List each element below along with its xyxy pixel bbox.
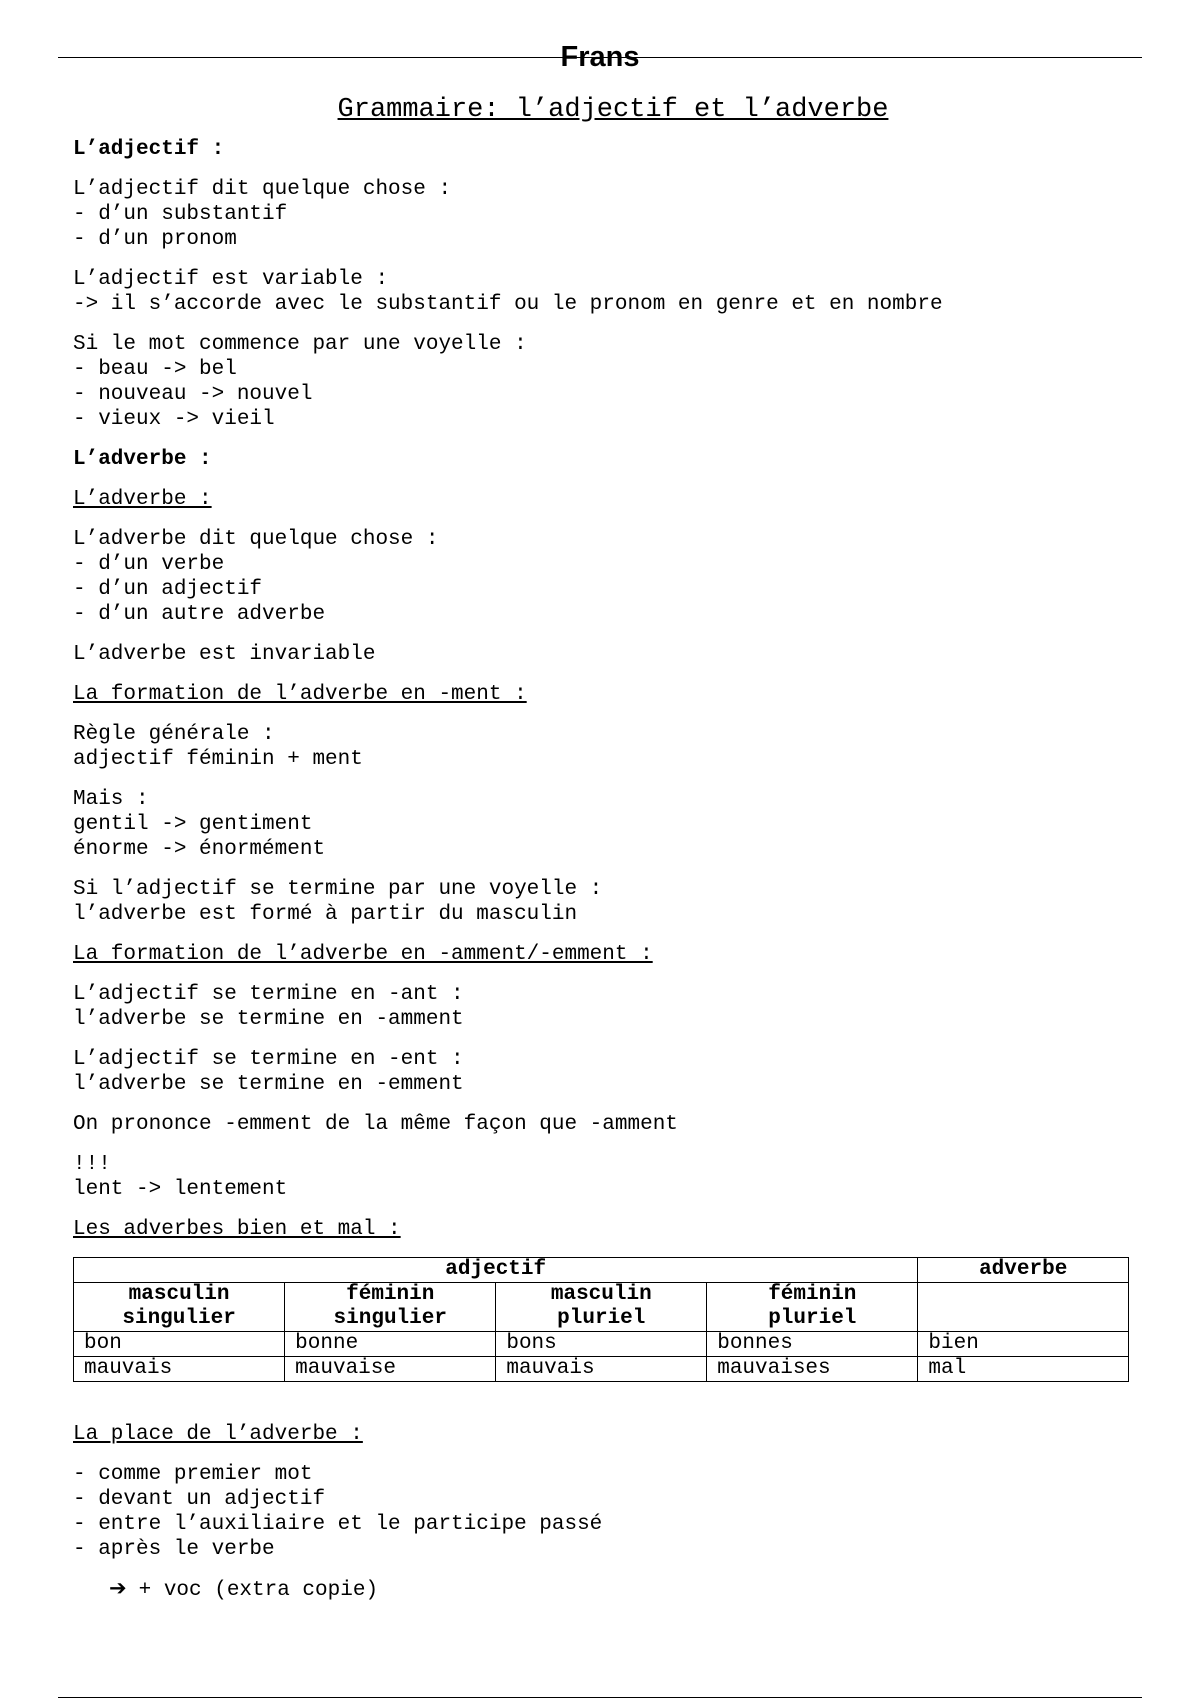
place-list xyxy=(73,1462,1133,1562)
text-line: l’adverbe est formé à partir du masculin xyxy=(73,903,578,926)
adverbe-invariable: L’adverbe est invariable xyxy=(73,643,376,666)
text-line: L’adverbe dit quelque chose : xyxy=(73,528,439,551)
list-item: - vieux -> vieil xyxy=(73,408,275,431)
list-item: - d’un substantif xyxy=(73,203,288,226)
footer-rule xyxy=(58,1697,1142,1698)
text-line: l’adverbe se termine en -amment xyxy=(73,1008,464,1031)
list-item: - après le verbe xyxy=(73,1538,275,1561)
table-row xyxy=(74,1332,1129,1357)
list-item: - devant un adjectif xyxy=(73,1488,326,1511)
text-line: adjectif féminin + ment xyxy=(73,748,363,771)
subheader-line: singulier xyxy=(333,1307,447,1330)
table-cell: bon xyxy=(74,1332,285,1357)
table-cell: mauvaises xyxy=(707,1357,918,1382)
amment-prononce: On prononce -emment de la même façon que -amment xyxy=(73,1113,678,1136)
amment-exception xyxy=(73,1152,1133,1202)
subject-label: Frans xyxy=(560,41,640,73)
subheader-line: féminin xyxy=(768,1283,857,1306)
table-cell: mauvais xyxy=(74,1357,285,1382)
table-subheader xyxy=(496,1283,707,1332)
list-item: - beau -> bel xyxy=(73,358,237,381)
document-body xyxy=(73,93,1133,1603)
table-subheader xyxy=(285,1283,496,1332)
text-line: lent -> lentement xyxy=(73,1178,288,1201)
subheader-line: féminin xyxy=(346,1283,435,1306)
ment-voyelle xyxy=(73,877,1133,927)
text-line: !!! xyxy=(73,1153,111,1176)
table-header-adjectif: adjectif xyxy=(74,1258,918,1283)
table-cell: bonnes xyxy=(707,1332,918,1357)
adverbe-definition xyxy=(73,527,1133,627)
table-cell: mauvais xyxy=(496,1357,707,1382)
subheader-line: pluriel xyxy=(557,1307,646,1330)
list-item: - d’un pronom xyxy=(73,228,237,251)
table-cell: bien xyxy=(918,1332,1129,1357)
amment-ent xyxy=(73,1047,1133,1097)
subheader-line: singulier xyxy=(122,1307,236,1330)
ment-mais xyxy=(73,787,1133,862)
heading-formation-ment: La formation de l’adverbe en -ment : xyxy=(73,683,527,706)
list-item: - comme premier mot xyxy=(73,1463,313,1486)
list-item: - d’un autre adverbe xyxy=(73,603,326,626)
table-cell: bonne xyxy=(285,1332,496,1357)
text-line: Si le mot commence par une voyelle : xyxy=(73,333,527,356)
adjectif-variable xyxy=(73,267,1133,317)
text-line: énorme -> énormément xyxy=(73,838,326,861)
subheading-adverbe: L’adverbe : xyxy=(73,488,212,511)
subheader-line: pluriel xyxy=(768,1307,857,1330)
list-item: - entre l’auxiliaire et le participe passé xyxy=(73,1513,603,1536)
table-cell: bons xyxy=(496,1332,707,1357)
list-item: - d’un adjectif xyxy=(73,578,263,601)
subheader-line: masculin xyxy=(550,1283,652,1306)
heading-adverbe: L’adverbe : xyxy=(73,448,212,471)
heading-formation-amment: La formation de l’adverbe en -amment/-emment : xyxy=(73,943,653,966)
right-arrow-icon: ➔ xyxy=(109,1576,127,1600)
ment-regle xyxy=(73,722,1133,772)
table-cell: mauvaise xyxy=(285,1357,496,1382)
subheader-line: masculin xyxy=(128,1283,230,1306)
text-line: Règle générale : xyxy=(73,723,275,746)
voc-note-text: + voc (extra copie) xyxy=(138,1579,379,1602)
text-line: L’adjectif se termine en -ant : xyxy=(73,983,464,1006)
bien-mal-table xyxy=(73,1257,1129,1382)
text-line: -> il s’accorde avec le substantif ou le pronom en genre et en nombre xyxy=(73,293,943,316)
text-line: gentil -> gentiment xyxy=(73,813,313,836)
page-header xyxy=(0,40,1200,74)
page-title: Grammaire: l’adjectif et l’adverbe xyxy=(337,95,889,125)
text-line: Si l’adjectif se termine par une voyelle : xyxy=(73,878,603,901)
text-line: Mais : xyxy=(73,788,149,811)
table-subheader xyxy=(707,1283,918,1332)
table-subheader-empty xyxy=(918,1283,1129,1332)
heading-place-adverbe: La place de l’adverbe : xyxy=(73,1423,363,1446)
amment-ant xyxy=(73,982,1133,1032)
heading-bien-mal: Les adverbes bien et mal : xyxy=(73,1218,401,1241)
adjectif-voyelle xyxy=(73,332,1133,432)
table-subheader-row xyxy=(74,1283,1129,1332)
table-row xyxy=(74,1357,1129,1382)
voc-note xyxy=(109,1576,1133,1603)
table-subheader xyxy=(74,1283,285,1332)
text-line: L’adjectif se termine en -ent : xyxy=(73,1048,464,1071)
heading-adjectif: L’adjectif : xyxy=(73,138,225,161)
table-header-adverbe: adverbe xyxy=(918,1258,1129,1283)
table-group-header-row xyxy=(74,1258,1129,1283)
text-line: L’adjectif est variable : xyxy=(73,268,389,291)
text-line: L’adjectif dit quelque chose : xyxy=(73,178,452,201)
list-item: - nouveau -> nouvel xyxy=(73,383,313,406)
list-item: - d’un verbe xyxy=(73,553,225,576)
table-cell: mal xyxy=(918,1357,1129,1382)
adjectif-definition xyxy=(73,177,1133,252)
text-line: l’adverbe se termine en -emment xyxy=(73,1073,464,1096)
